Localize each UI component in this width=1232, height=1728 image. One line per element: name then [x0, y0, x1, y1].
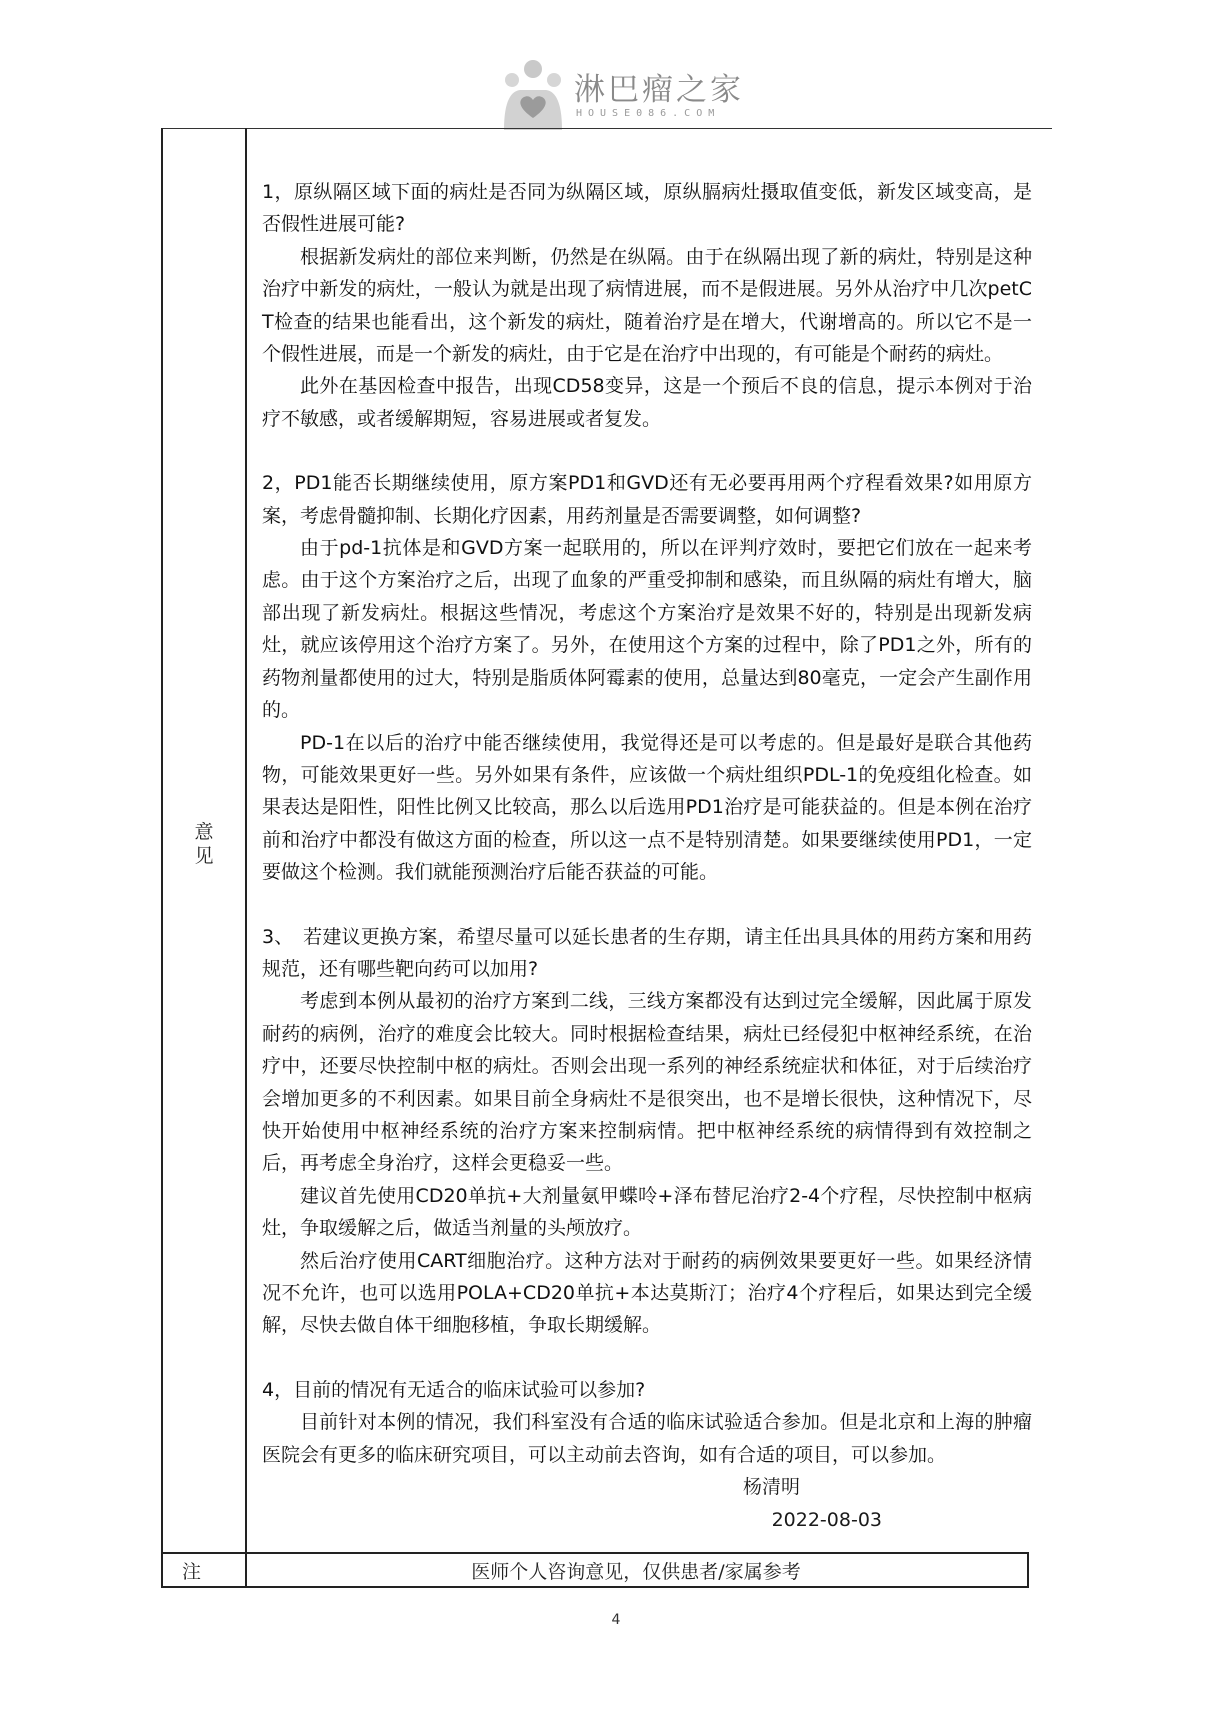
note-row-top-border — [163, 1552, 1029, 1554]
question-1: 1，原纵隔区域下面的病灶是否同为纵隔区域，原纵膈病灶摄取值变低，新发区域变高，是否假性进展可能? — [262, 181, 1032, 236]
section-gap — [262, 1342, 1032, 1374]
note-row-right-border — [1027, 1552, 1029, 1588]
section-gap — [262, 889, 1032, 921]
signature-date: 2022-08-03 — [771, 1509, 882, 1532]
table-top-border — [163, 128, 1052, 129]
opinion-label: 意见 — [194, 821, 214, 867]
opinion-content — [262, 176, 1032, 1537]
label-column-divider — [245, 128, 247, 1588]
question-4: 4，目前的情况有无适合的临床试验可以参加? — [262, 1378, 646, 1401]
answer-1-paragraph-2: 此外在基因检查中报告，出现CD58变异，这是一个预后不良的信息，提示本例对于治疗不敏感，或者缓解期短，容易进展或者复发。 — [262, 375, 1032, 430]
signer-name: 杨清明 — [742, 1476, 800, 1499]
answer-3-paragraph-2: 建议首先使用CD20单抗+大剂量氨甲蝶呤+泽布替尼治疗2-4个疗程，尽快控制中枢病灶，争取缓解之后，做适当剂量的头颅放疗。 — [262, 1184, 1032, 1240]
page-number: 4 — [611, 1612, 621, 1628]
watermark-logo — [500, 58, 744, 136]
answer-1-paragraph-1: 根据新发病灶的部位来判断，仍然是在纵隔。由于在纵隔出现了新的病灶，特别是这种治疗中新发的病灶，一般认为就是出现了病情进展，而不是假进展。另外从治疗中几次petCT检查的结果也能看出，这个新发的病灶，随着治疗是在增大，代谢增高的。所以它不是一个假性进展，而是一个新发的病灶，由于它是在治疗中出现的，有可能是个耐药的病灶。 — [262, 245, 1032, 366]
question-3: 3、 若建议更换方案，希望尽量可以延长患者的生存期，请主任出具具体的用药方案和用药规范，还有哪些靶向药可以加用? — [262, 925, 1032, 980]
logo-subtitle: HOUSE086.COM — [576, 108, 721, 119]
table-bottom-border — [163, 1586, 1029, 1588]
section-gap — [262, 435, 1032, 467]
note-label: 注 — [182, 1561, 202, 1583]
answer-2-paragraph-2: PD-1在以后的治疗中能否继续使用，我觉得还是可以考虑的。但是最好是联合其他药物，可能效果更好一些。另外如果有条件，应该做一个病灶组织PDL-1的免疫组化检查。如果表达是阳性，阳性比例又比较高，那么以后选用PD1治疗是可能获益的。但是本例在治疗前和治疗中都没有做这方面的检查，所以这一点不是特别清楚。如果要继续使用PD1，一定要做这个检测。我们就能预测治疗后能否获益的可能。 — [262, 731, 1032, 884]
family-heart-icon — [500, 58, 566, 132]
answer-3-paragraph-1: 考虑到本例从最初的治疗方案到二线，三线方案都没有达到过完全缓解，因此属于原发耐药的病例，治疗的难度会比较大。同时根据检查结果，病灶已经侵犯中枢神经系统，在治疗中，还要尽快控制中枢的病灶。否则会出现一系列的神经系统症状和体征，对于后续治疗会增加更多的不利因素。如果目前全身病灶不是很突出，也不是增长很快，这种情况下，尽快开始使用中枢神经系统的治疗方案来控制病情。把中枢神经系统的病情得到有效控制之后，再考虑全身治疗，这样会更稳妥一些。 — [262, 990, 1032, 1175]
logo-name: 淋巴瘤之家 — [574, 72, 744, 108]
answer-2-paragraph-1: 由于pd-1抗体是和GVD方案一起联用的，所以在评判疗效时，要把它们放在一起来考虑。由于这个方案治疗之后，出现了血象的严重受抑制和感染，而且纵隔的病灶有增大，脑部出现了新发病灶。根据这些情况，考虑这个方案治疗是效果不好的，特别是出现新发病灶，就应该停用这个治疗方案了。另外，在使用这个方案的过程中，除了PD1之外，所有的药物剂量都使用的过大，特别是脂质体阿霉素的使用，总量达到80毫克，一定会产生副作用的。 — [262, 537, 1032, 722]
answer-3-paragraph-3: 然后治疗使用CART细胞治疗。这种方法对于耐药的病例效果要更好一些。如果经济情况不允许，也可以选用POLA+CD20单抗+本达莫斯汀；治疗4个疗程后，如果达到完全缓解，尽快去做自体干细胞移植，争取长期缓解。 — [262, 1249, 1032, 1337]
note-text: 医师个人咨询意见，仅供患者/家属参考 — [471, 1561, 801, 1583]
question-2: 2，PD1能否长期继续使用，原方案PD1和GVD还有无必要再用两个疗程看效果?如用原方案，考虑骨髓抑制、长期化疗因素，用药剂量是否需要调整，如何调整? — [262, 472, 1032, 527]
answer-4-paragraph-1: 目前针对本例的情况，我们科室没有合适的临床试验适合参加。但是北京和上海的肿瘤医院会有更多的临床研究项目，可以主动前去咨询，如有合适的项目，可以参加。 — [262, 1411, 1032, 1466]
